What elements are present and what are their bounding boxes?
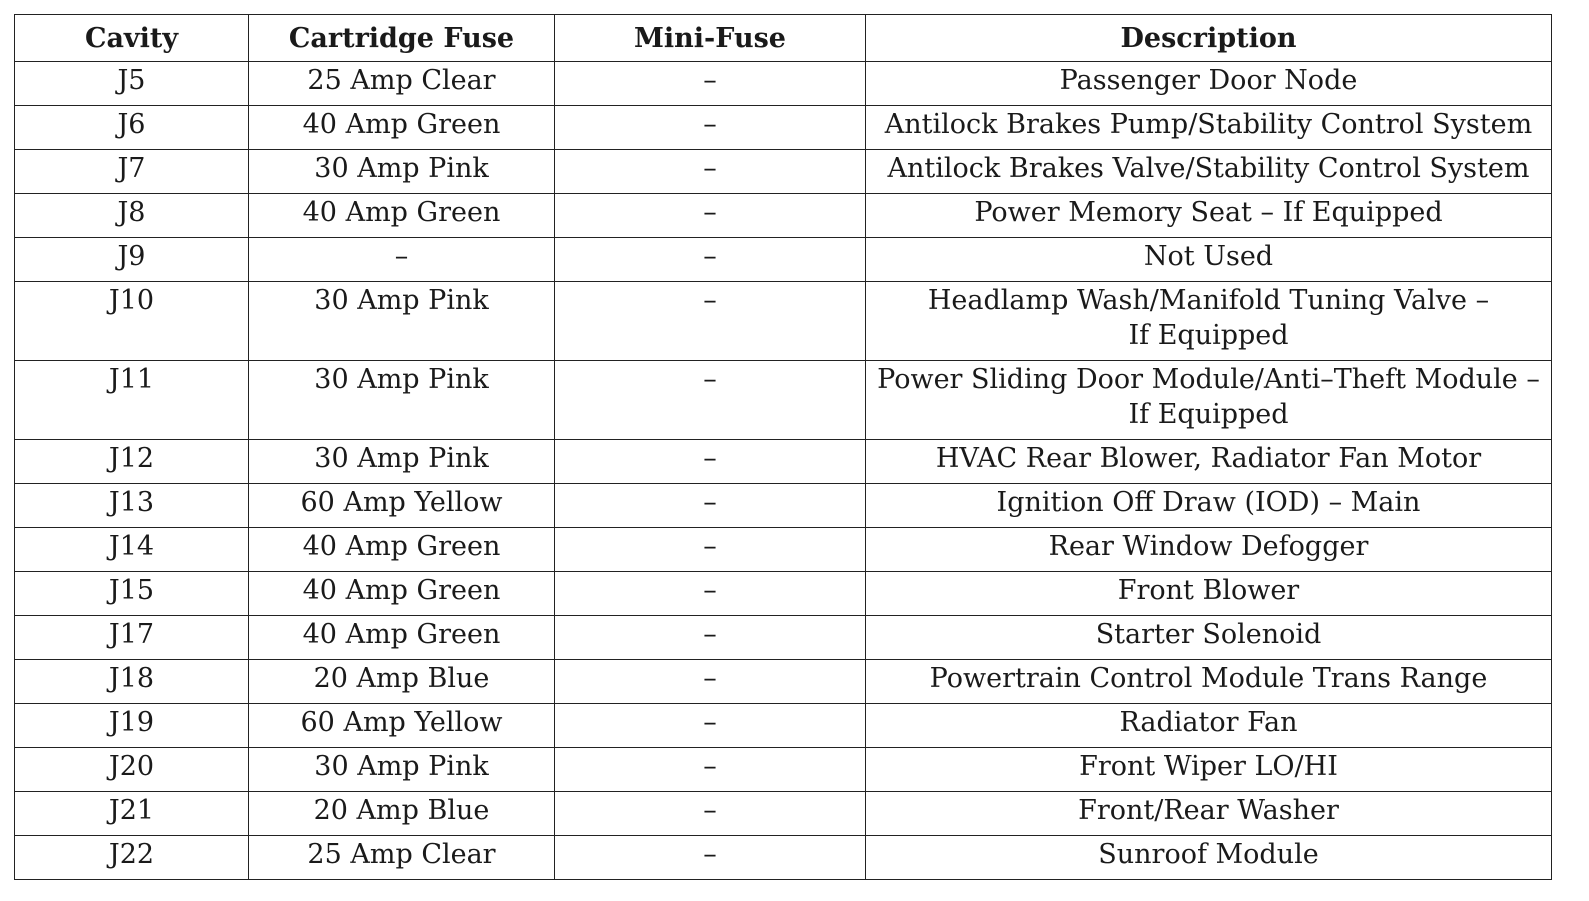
description-line: Front/Rear Washer <box>1078 795 1339 826</box>
cavity-cell: J15 <box>15 572 249 616</box>
table-row <box>15 484 1552 528</box>
cavity-cell: J6 <box>15 106 249 150</box>
cartridge-fuse-cell: 40 Amp Green <box>249 194 555 238</box>
mini-fuse-cell: – <box>555 836 866 880</box>
cartridge-fuse-cell: 40 Amp Green <box>249 106 555 150</box>
description-cell <box>866 748 1552 792</box>
description-line: HVAC Rear Blower, Radiator Fan Motor <box>935 443 1482 474</box>
cavity-cell: J9 <box>15 238 249 282</box>
description-line: Sunroof Module <box>1098 839 1319 870</box>
table-row <box>15 572 1552 616</box>
description-cell <box>866 704 1552 748</box>
cavity-cell: J22 <box>15 836 249 880</box>
cartridge-fuse-cell: 20 Amp Blue <box>249 660 555 704</box>
cavity-cell: J7 <box>15 150 249 194</box>
table-body <box>15 62 1552 880</box>
description-line: If Equipped <box>1128 399 1289 430</box>
header-cartridge-fuse: Cartridge Fuse <box>249 15 555 62</box>
mini-fuse-cell: – <box>555 106 866 150</box>
cavity-cell: J5 <box>15 62 249 106</box>
cartridge-fuse-cell: 20 Amp Blue <box>249 792 555 836</box>
table-row <box>15 150 1552 194</box>
cartridge-fuse-cell: 40 Amp Green <box>249 572 555 616</box>
cartridge-fuse-cell: 60 Amp Yellow <box>249 484 555 528</box>
cavity-cell: J8 <box>15 194 249 238</box>
mini-fuse-cell: – <box>555 660 866 704</box>
cartridge-fuse-cell: – <box>249 238 555 282</box>
mini-fuse-cell: – <box>555 282 866 361</box>
cavity-cell: J11 <box>15 361 249 440</box>
description-line: If Equipped <box>1128 320 1289 351</box>
table-row <box>15 704 1552 748</box>
header-mini-fuse: Mini-Fuse <box>555 15 866 62</box>
cavity-cell: J17 <box>15 616 249 660</box>
description-cell <box>866 616 1552 660</box>
description-line: Ignition Off Draw (IOD) – Main <box>996 487 1421 518</box>
description-cell <box>866 572 1552 616</box>
mini-fuse-cell: – <box>555 238 866 282</box>
description-cell <box>866 660 1552 704</box>
mini-fuse-cell: – <box>555 194 866 238</box>
mini-fuse-cell: – <box>555 440 866 484</box>
mini-fuse-cell: – <box>555 572 866 616</box>
cartridge-fuse-cell: 30 Amp Pink <box>249 440 555 484</box>
description-line: Passenger Door Node <box>1059 65 1358 96</box>
table-row <box>15 616 1552 660</box>
description-cell <box>866 484 1552 528</box>
table-row <box>15 792 1552 836</box>
description-cell <box>866 106 1552 150</box>
description-line: Powertrain Control Module Trans Range <box>929 663 1488 694</box>
description-line: Rear Window Defogger <box>1048 531 1369 562</box>
description-line: Power Memory Seat – If Equipped <box>974 197 1443 228</box>
mini-fuse-cell: – <box>555 62 866 106</box>
table-row <box>15 528 1552 572</box>
cartridge-fuse-cell: 40 Amp Green <box>249 528 555 572</box>
description-line: Starter Solenoid <box>1095 619 1322 650</box>
cavity-cell: J10 <box>15 282 249 361</box>
table-row <box>15 440 1552 484</box>
description-line: Front Wiper LO/HI <box>1079 751 1338 782</box>
cavity-cell: J18 <box>15 660 249 704</box>
cavity-cell: J19 <box>15 704 249 748</box>
fuse-table <box>14 14 1552 880</box>
description-cell <box>866 836 1552 880</box>
mini-fuse-cell: – <box>555 528 866 572</box>
description-cell <box>866 238 1552 282</box>
description-cell <box>866 62 1552 106</box>
description-cell <box>866 150 1552 194</box>
mini-fuse-cell: – <box>555 361 866 440</box>
cavity-cell: J14 <box>15 528 249 572</box>
description-cell <box>866 440 1552 484</box>
table-row <box>15 660 1552 704</box>
description-line: Antilock Brakes Valve/Stability Control System <box>887 153 1530 184</box>
table-row <box>15 62 1552 106</box>
table-row <box>15 194 1552 238</box>
description-cell <box>866 194 1552 238</box>
table-row <box>15 361 1552 440</box>
description-line: Headlamp Wash/Manifold Tuning Valve – <box>927 285 1490 316</box>
mini-fuse-cell: – <box>555 484 866 528</box>
cartridge-fuse-cell: 30 Amp Pink <box>249 282 555 361</box>
description-cell <box>866 528 1552 572</box>
cartridge-fuse-cell: 30 Amp Pink <box>249 150 555 194</box>
description-line: Radiator Fan <box>1119 707 1298 738</box>
header-row <box>15 15 1552 62</box>
description-cell <box>866 792 1552 836</box>
table-row <box>15 748 1552 792</box>
mini-fuse-cell: – <box>555 704 866 748</box>
cartridge-fuse-cell: 25 Amp Clear <box>249 62 555 106</box>
cartridge-fuse-cell: 60 Amp Yellow <box>249 704 555 748</box>
mini-fuse-cell: – <box>555 792 866 836</box>
mini-fuse-cell: – <box>555 748 866 792</box>
description-cell <box>866 361 1552 440</box>
cartridge-fuse-cell: 40 Amp Green <box>249 616 555 660</box>
cartridge-fuse-cell: 25 Amp Clear <box>249 836 555 880</box>
cartridge-fuse-cell: 30 Amp Pink <box>249 361 555 440</box>
header-description: Description <box>866 15 1552 62</box>
table-row <box>15 106 1552 150</box>
cavity-cell: J12 <box>15 440 249 484</box>
description-line: Power Sliding Door Module/Anti–Theft Module – <box>877 364 1540 395</box>
cavity-cell: J21 <box>15 792 249 836</box>
table-row <box>15 282 1552 361</box>
description-line: Antilock Brakes Pump/Stability Control System <box>884 109 1533 140</box>
header-cavity: Cavity <box>15 15 249 62</box>
description-line: Not Used <box>1143 241 1274 272</box>
description-cell <box>866 282 1552 361</box>
cartridge-fuse-cell: 30 Amp Pink <box>249 748 555 792</box>
table-row <box>15 836 1552 880</box>
cavity-cell: J20 <box>15 748 249 792</box>
mini-fuse-cell: – <box>555 150 866 194</box>
cavity-cell: J13 <box>15 484 249 528</box>
table-header <box>15 15 1552 62</box>
description-line: Front Blower <box>1117 575 1300 606</box>
mini-fuse-cell: – <box>555 616 866 660</box>
table-row <box>15 238 1552 282</box>
